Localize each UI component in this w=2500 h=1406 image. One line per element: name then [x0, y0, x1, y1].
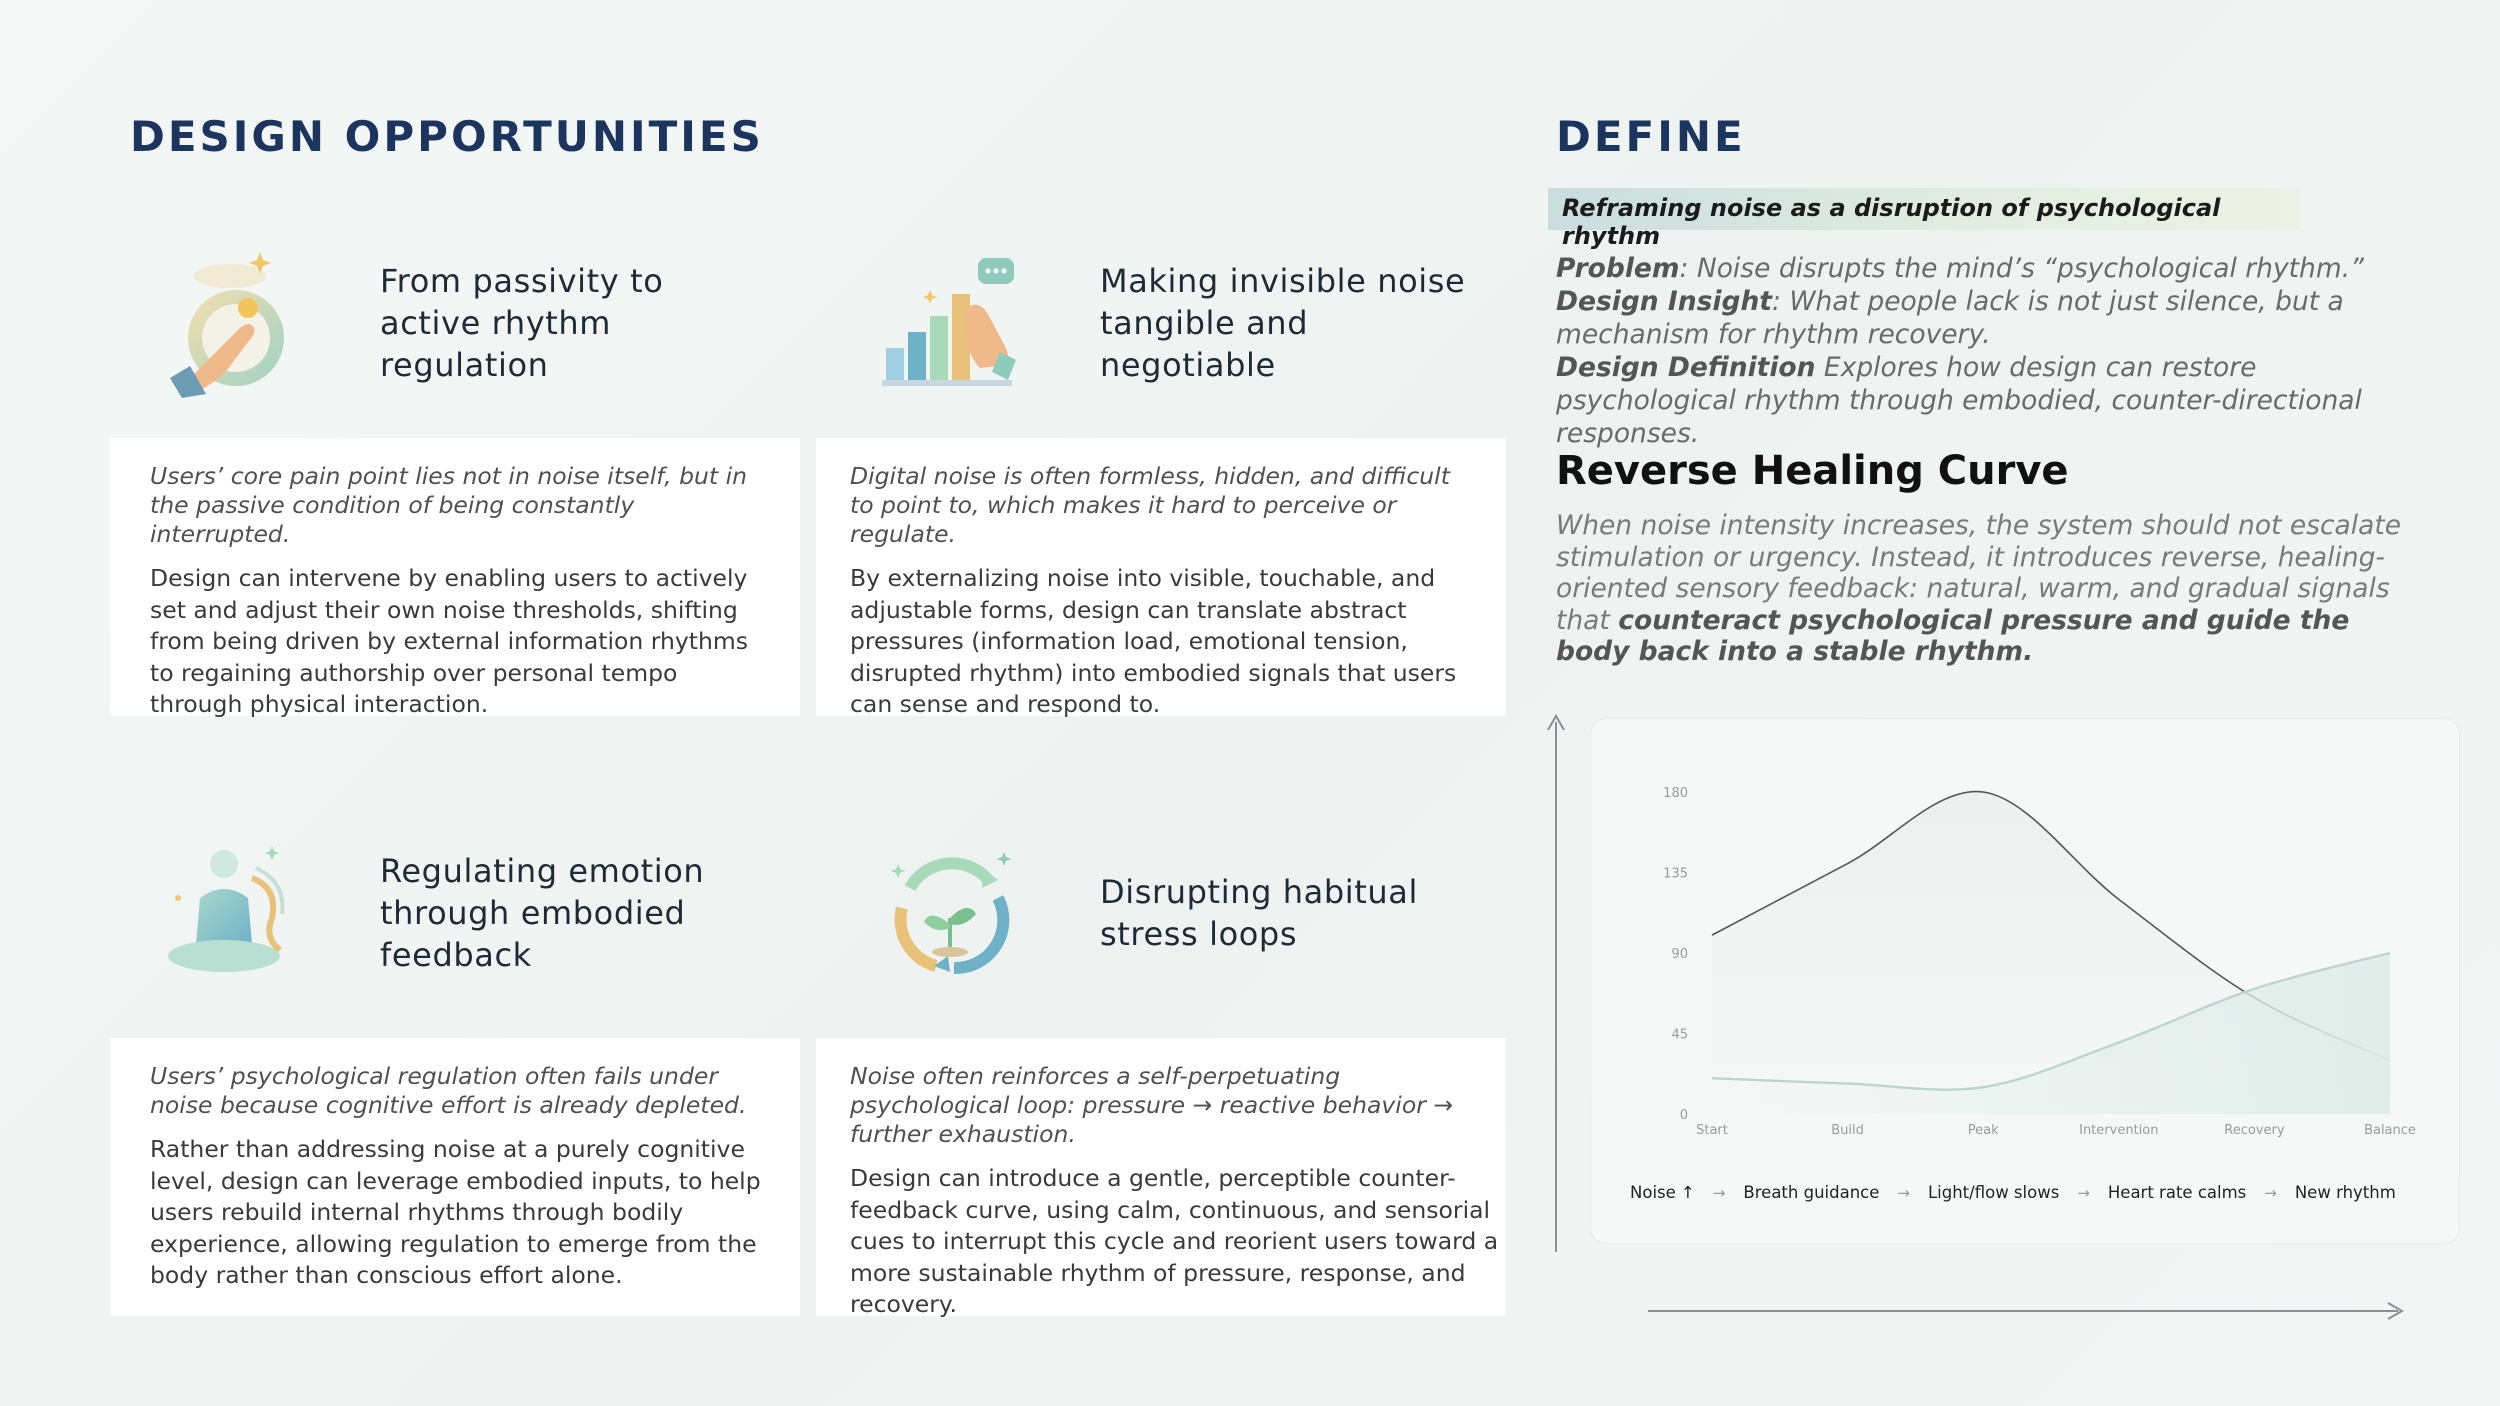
x-tick-label: Intervention: [2079, 1123, 2159, 1138]
y-tick-label: 90: [1671, 947, 1688, 962]
y-axis-arrowhead: [1548, 716, 1564, 730]
flow-step-noise: Noise ↑: [1630, 1183, 1695, 1202]
card-head-passivity: [160, 248, 663, 398]
problem-text: : Noise disrupts the mind’s “psychological rhythm.”: [1679, 253, 2364, 284]
define-heading: DEFINE: [1556, 112, 1746, 161]
card-title: Disrupting habitual stress loops: [1100, 873, 1418, 953]
x-tick-label: Build: [1831, 1123, 1864, 1138]
card-lead: Noise often reinforces a self-perpetuating psychological loop: pressure → reactive behavior → further exhaustion.: [850, 1062, 1454, 1148]
definition-label: Design Definition: [1556, 352, 1816, 383]
problem-label: Problem: [1556, 253, 1680, 284]
flow-step-rhythm: New rhythm: [2294, 1183, 2396, 1202]
y-tick-label: 0: [1679, 1108, 1688, 1123]
card-head-stress-loops: [880, 838, 1418, 988]
bar-chart-hand-icon: [880, 248, 1020, 398]
flow-arrow: →: [1897, 1183, 1910, 1202]
card-title: From passivity to active rhythm regulation: [380, 262, 664, 384]
card-title: Regulating emotion through embodied feedback: [380, 852, 705, 974]
card-text: Design can introduce a gentle, perceptible counter-feedback curve, using calm, continuous, and sensorial cues to interrupt this cycle and reorient users toward a more sustainable rhythm of pressure, response, and recovery.: [850, 1164, 1499, 1318]
x-tick-label: Balance: [2364, 1123, 2416, 1138]
card-lead: Digital noise is often formless, hidden, and difficult to point to, which makes it hard to perceive or regulate.: [850, 462, 1450, 548]
card-text: By externalizing noise into visible, touchable, and adjustable forms, design can translate abstract pressures (information load, emotional tension, disrupted rhythm) into embodied signals that users can sense and respond to.: [850, 564, 1457, 718]
define-tagline: Reframing noise as a disruption of psychological rhythm: [1548, 188, 2300, 230]
flow-arrow: →: [1712, 1183, 1726, 1202]
x-tick-label: Recovery: [2224, 1123, 2285, 1138]
meditation-figure-icon: [160, 838, 300, 988]
card-text: Design can intervene by enabling users to actively set and adjust their own noise thresholds, shifting from being driven by external information rhythms to regaining authorship over personal tempo through physical interaction.: [150, 564, 749, 718]
card-title: Making invisible noise tangible and negotiable: [1100, 262, 1466, 384]
x-tick-label: Start: [1696, 1123, 1728, 1138]
flow-arrow: →: [2077, 1183, 2090, 1202]
curve-description-emphasis: counteract psychological pressure and guide the body back into a stable rhythm.: [1556, 604, 2350, 667]
hand-dial-icon: [160, 248, 300, 398]
card-body-stress-loops: [816, 1038, 1506, 1316]
card-body-passivity: [110, 438, 800, 716]
card-body-emotion: [110, 1038, 800, 1316]
flow-step-breath: Breath guidance: [1743, 1183, 1880, 1202]
card-lead: Users’ psychological regulation often fails under noise because cognitive effort is already depleted.: [150, 1062, 747, 1119]
card-body-invisible-noise: [816, 438, 1506, 716]
flow-step-light: Light/flow slows: [1927, 1183, 2060, 1202]
design-opportunities-heading: DESIGN OPPORTUNITIES: [130, 112, 764, 161]
y-tick-label: 180: [1663, 786, 1688, 801]
curve-description: When noise intensity increases, the system should not escalate stimulation or urgency. Instead, it introduces reverse, healing-oriented sensory feedback: natural, warm, and gradual signals that counteract psychological pressure and guide the body back into a stable rhythm.: [1556, 510, 2402, 667]
insight-label: Design Insight: [1556, 286, 1772, 317]
definition-text: Explores how design can restore psychological rhythm through embodied, counter-directional responses.: [1556, 352, 2362, 449]
process-flow: [1630, 1183, 2396, 1202]
y-tick-label: 135: [1663, 866, 1688, 882]
insight-text: : What people lack is not just silence, but a mechanism for rhythm recovery.: [1556, 286, 2344, 350]
card-lead: Users’ core pain point lies not in noise itself, but in the passive condition of being constantly interrupted.: [150, 462, 747, 548]
card-text: Rather than addressing noise at a purely cognitive level, design can leverage embodied inputs, to help users rebuild internal rhythms through bodily experience, allowing regulation to emerge from the body rather than conscious effort alone.: [150, 1135, 761, 1289]
y-tick-label: 45: [1671, 1027, 1688, 1043]
cycle-sprout-icon: [880, 838, 1020, 988]
x-axis-arrowhead: [2388, 1303, 2402, 1319]
x-tick-label: Peak: [1967, 1123, 1999, 1138]
card-head-invisible-noise: [880, 248, 1465, 398]
flow-arrow: →: [2264, 1183, 2277, 1202]
curve-title: Reverse Healing Curve: [1556, 448, 2069, 494]
card-head-emotion: [160, 838, 704, 988]
define-body: [1556, 252, 2426, 450]
flow-step-heart: Heart rate calms: [2107, 1183, 2247, 1202]
chart-panel: [1590, 718, 2460, 1244]
